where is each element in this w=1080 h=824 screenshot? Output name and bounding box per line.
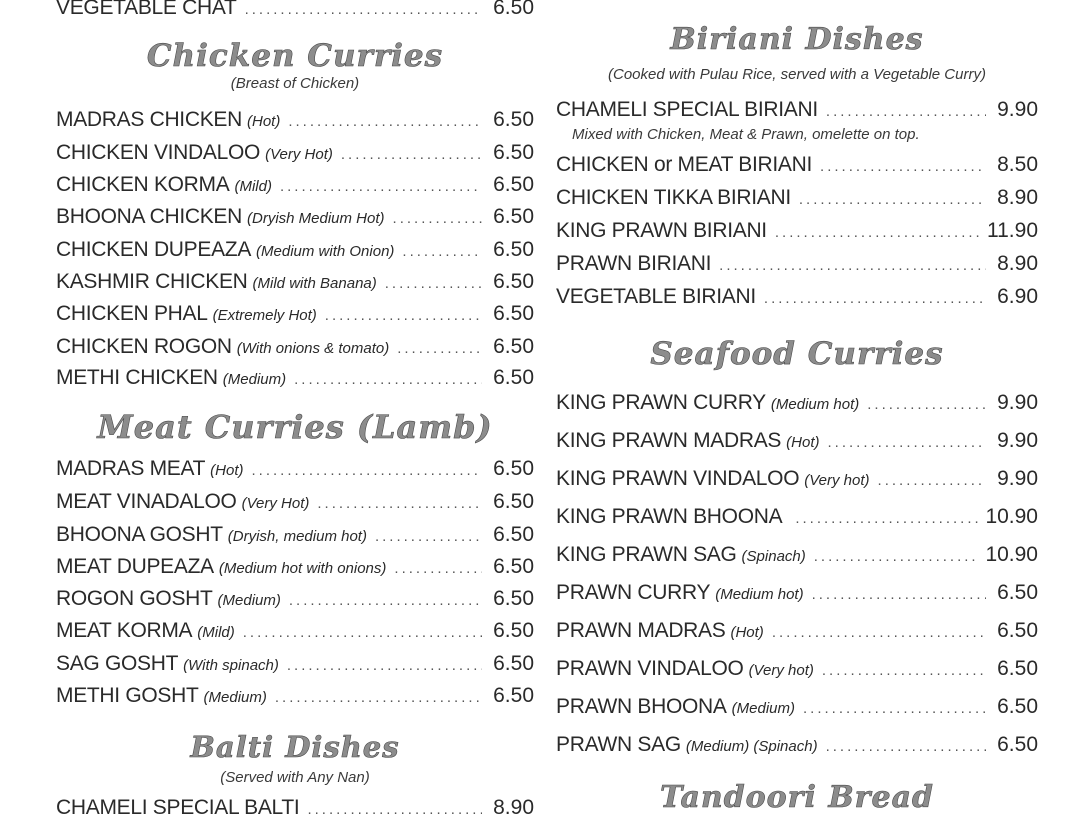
item-price: 6.50 [493, 684, 534, 707]
leader-dots [325, 307, 482, 324]
menu-item [556, 657, 1038, 685]
item-note: (With spinach) [183, 657, 279, 674]
item-note: (Hot) [730, 624, 764, 641]
item-price: 6.50 [493, 108, 534, 131]
leader-dots [878, 472, 986, 489]
item-price: 6.50 [493, 335, 534, 358]
item-note: (Mild with Banana) [252, 275, 377, 292]
item-price: 6.50 [997, 733, 1038, 756]
item-note: (Spinach) [741, 548, 806, 565]
menu-item [56, 555, 534, 583]
leader-dots [795, 510, 979, 527]
item-name: MEAT KORMA [56, 619, 193, 642]
item-name: KING PRAWN MADRAS [556, 429, 782, 452]
section-heading-seafood: Seafood Curries [650, 336, 944, 372]
item-price: 9.90 [997, 429, 1038, 452]
leader-dots [287, 657, 482, 674]
item-name: ROGON GOSHT [56, 587, 213, 610]
item-name: BHOONA GOSHT [56, 523, 223, 546]
item-note: (Medium with Onion) [256, 243, 395, 260]
item-name: KING PRAWN BIRIANI [556, 219, 767, 242]
item-note: (Very hot) [804, 472, 870, 489]
item-name: CHICKEN TIKKA BIRIANI [556, 186, 791, 209]
item-name: VEGETABLE CHAT [56, 0, 237, 19]
section-heading-tandoori-bread: Tandoori Bread [659, 780, 934, 815]
item-note: (Medium) [217, 592, 281, 609]
item-name: PRAWN CURRY [556, 581, 711, 604]
item-price: 6.50 [493, 173, 534, 196]
leader-dots [772, 624, 986, 641]
leader-dots [252, 462, 483, 479]
item-name: CHICKEN ROGON [56, 335, 232, 358]
section-heading-meat: Meat Curries (Lamb) [97, 408, 493, 446]
leader-dots [719, 257, 986, 274]
item-name: CHAMELI SPECIAL BALTI [56, 796, 300, 819]
menu-item [556, 391, 1038, 419]
section-subtitle-chicken: (Breast of Chicken) [230, 75, 360, 92]
item-price: 10.90 [985, 543, 1038, 566]
item-note: (Medium hot) [715, 586, 804, 603]
item-price: 9.90 [997, 98, 1038, 121]
leader-dots [245, 1, 482, 18]
item-name: MADRAS MEAT [56, 457, 206, 480]
menu-item [56, 652, 534, 680]
menu-item [56, 490, 534, 518]
item-note: (Medium hot with onions) [218, 560, 387, 577]
leader-dots [280, 178, 482, 195]
item-price: 6.50 [493, 587, 534, 610]
menu-item [56, 587, 534, 615]
menu-item [556, 695, 1038, 723]
leader-dots [317, 495, 482, 512]
item-price: 6.50 [493, 490, 534, 513]
item-price: 10.90 [985, 505, 1038, 528]
item-note: (Dryish, medium hot) [227, 528, 367, 545]
item-name: METHI CHICKEN [56, 366, 218, 389]
menu-item [556, 505, 1038, 533]
item-name: CHICKEN DUPEAZA [56, 238, 252, 261]
leader-dots [826, 103, 986, 120]
item-price: 6.50 [493, 141, 534, 164]
item-price: 8.50 [997, 153, 1038, 176]
item-name: PRAWN BHOONA [556, 695, 727, 718]
item-note: (Medium) [731, 700, 795, 717]
item-name: KING PRAWN BHOONA [556, 505, 783, 528]
leader-dots [341, 146, 482, 163]
item-price: 6.50 [997, 619, 1038, 642]
item-name: PRAWN BIRIANI [556, 252, 712, 275]
menu-item [56, 796, 534, 824]
menu-item [56, 205, 534, 233]
item-price: 8.90 [997, 252, 1038, 275]
item-name: METHI GOSHT [56, 684, 199, 707]
menu-item [56, 173, 534, 201]
leader-dots [289, 592, 482, 609]
menu-item [56, 108, 534, 136]
menu-item [556, 186, 1038, 214]
leader-dots [812, 586, 986, 603]
item-price: 9.90 [997, 467, 1038, 490]
section-subtitle-biriani: (Cooked with Pulau Rice, served with a Vegetable Curry) [608, 66, 986, 83]
item-price: 8.90 [493, 796, 534, 819]
leader-dots [394, 560, 482, 577]
item-note: (Very hot) [748, 662, 814, 679]
leader-dots [375, 528, 482, 545]
leader-dots [243, 624, 482, 641]
section-heading-balti: Balti Dishes [190, 730, 400, 764]
item-price: 6.50 [493, 457, 534, 480]
item-name: CHICKEN VINDALOO [56, 141, 261, 164]
leader-dots [307, 801, 482, 818]
leader-dots [397, 340, 482, 357]
leader-dots [764, 290, 986, 307]
item-name: KING PRAWN CURRY [556, 391, 766, 414]
menu-item [556, 733, 1038, 761]
menu-item [556, 153, 1038, 181]
item-price: 9.90 [997, 391, 1038, 414]
item-name: KING PRAWN VINDALOO [556, 467, 800, 490]
section-subtitle-balti: (Served with Any Nan) [220, 769, 370, 786]
leader-dots [828, 434, 987, 451]
leader-dots [803, 700, 986, 717]
menu-item [556, 98, 1038, 126]
leader-dots [393, 210, 482, 227]
leader-dots [402, 243, 482, 260]
item-note: (Medium) (Spinach) [685, 738, 818, 755]
item-price: 6.50 [493, 523, 534, 546]
menu-item [56, 366, 534, 394]
item-name: SAG GOSHT [56, 652, 179, 675]
menu-item [56, 684, 534, 712]
menu-item [556, 429, 1038, 457]
leader-dots [799, 191, 986, 208]
menu-item [556, 543, 1038, 571]
menu-item [556, 467, 1038, 495]
item-name: VEGETABLE BIRIANI [556, 285, 756, 308]
menu-item [556, 285, 1038, 313]
item-price: 6.50 [493, 0, 534, 19]
item-note: (Extremely Hot) [212, 307, 317, 324]
item-note: (Mild) [234, 178, 272, 195]
item-name: BHOONA CHICKEN [56, 205, 242, 228]
item-price: 6.50 [493, 238, 534, 261]
item-note: (Dryish Medium Hot) [247, 210, 385, 227]
item-note: (Mild) [197, 624, 235, 641]
menu-item [56, 238, 534, 266]
menu-item [56, 619, 534, 647]
item-note: (Medium hot) [770, 396, 860, 413]
item-name: MADRAS CHICKEN [56, 108, 242, 131]
item-price: 6.50 [997, 581, 1038, 604]
leader-dots [820, 158, 986, 175]
item-price: 6.50 [493, 270, 534, 293]
item-price: 6.50 [493, 652, 534, 675]
item-name: CHAMELI SPECIAL BIRIANI [556, 98, 818, 121]
leader-dots [822, 662, 986, 679]
leader-dots [288, 113, 482, 130]
item-name: CHICKEN PHAL [56, 302, 208, 325]
item-name: KASHMIR CHICKEN [56, 270, 248, 293]
item-note: (Very Hot) [265, 146, 333, 163]
item-note: (Hot) [247, 113, 281, 130]
leader-dots [294, 371, 482, 388]
item-price: 11.90 [987, 219, 1038, 242]
menu-item [56, 457, 534, 485]
menu-item [56, 302, 534, 330]
item-price: 8.90 [997, 186, 1038, 209]
item-note: (Hot) [786, 434, 820, 451]
leader-dots [814, 548, 980, 565]
item-price: 6.50 [493, 366, 534, 389]
item-note: (Very Hot) [241, 495, 310, 512]
item-name: PRAWN MADRAS [556, 619, 726, 642]
menu-item [56, 270, 534, 298]
menu-item [556, 219, 1038, 247]
leader-dots [826, 738, 986, 755]
menu-item [56, 0, 534, 24]
menu-item [56, 335, 534, 363]
item-name: CHICKEN KORMA [56, 173, 230, 196]
leader-dots [775, 224, 981, 241]
item-name: MEAT DUPEAZA [56, 555, 214, 578]
section-heading-chicken: Chicken Curries [146, 38, 444, 74]
item-note: (Hot) [210, 462, 244, 479]
item-name: PRAWN SAG [556, 733, 681, 756]
item-name: CHICKEN or MEAT BIRIANI [556, 153, 813, 176]
section-heading-biriani: Biriani Dishes [670, 22, 924, 57]
leader-dots [867, 396, 986, 413]
menu-item [556, 252, 1038, 280]
item-note: (Medium) [203, 689, 267, 706]
item-note: (With onions & tomato) [236, 340, 390, 357]
leader-dots [385, 275, 482, 292]
menu-item [556, 581, 1038, 609]
item-price: 6.50 [493, 302, 534, 325]
menu-item [56, 523, 534, 551]
item-description: Mixed with Chicken, Meat & Prawn, omelette on top. [572, 126, 920, 143]
item-price: 6.90 [997, 285, 1038, 308]
item-note: (Medium) [222, 371, 287, 388]
item-name: PRAWN VINDALOO [556, 657, 744, 680]
item-price: 6.50 [997, 657, 1038, 680]
item-price: 6.50 [493, 205, 534, 228]
item-name: MEAT VINADALOO [56, 490, 237, 513]
menu-item [556, 619, 1038, 647]
menu-item [56, 141, 534, 169]
item-price: 6.50 [493, 619, 534, 642]
item-price: 6.50 [997, 695, 1038, 718]
item-price: 6.50 [493, 555, 534, 578]
leader-dots [275, 689, 482, 706]
item-name: KING PRAWN SAG [556, 543, 737, 566]
